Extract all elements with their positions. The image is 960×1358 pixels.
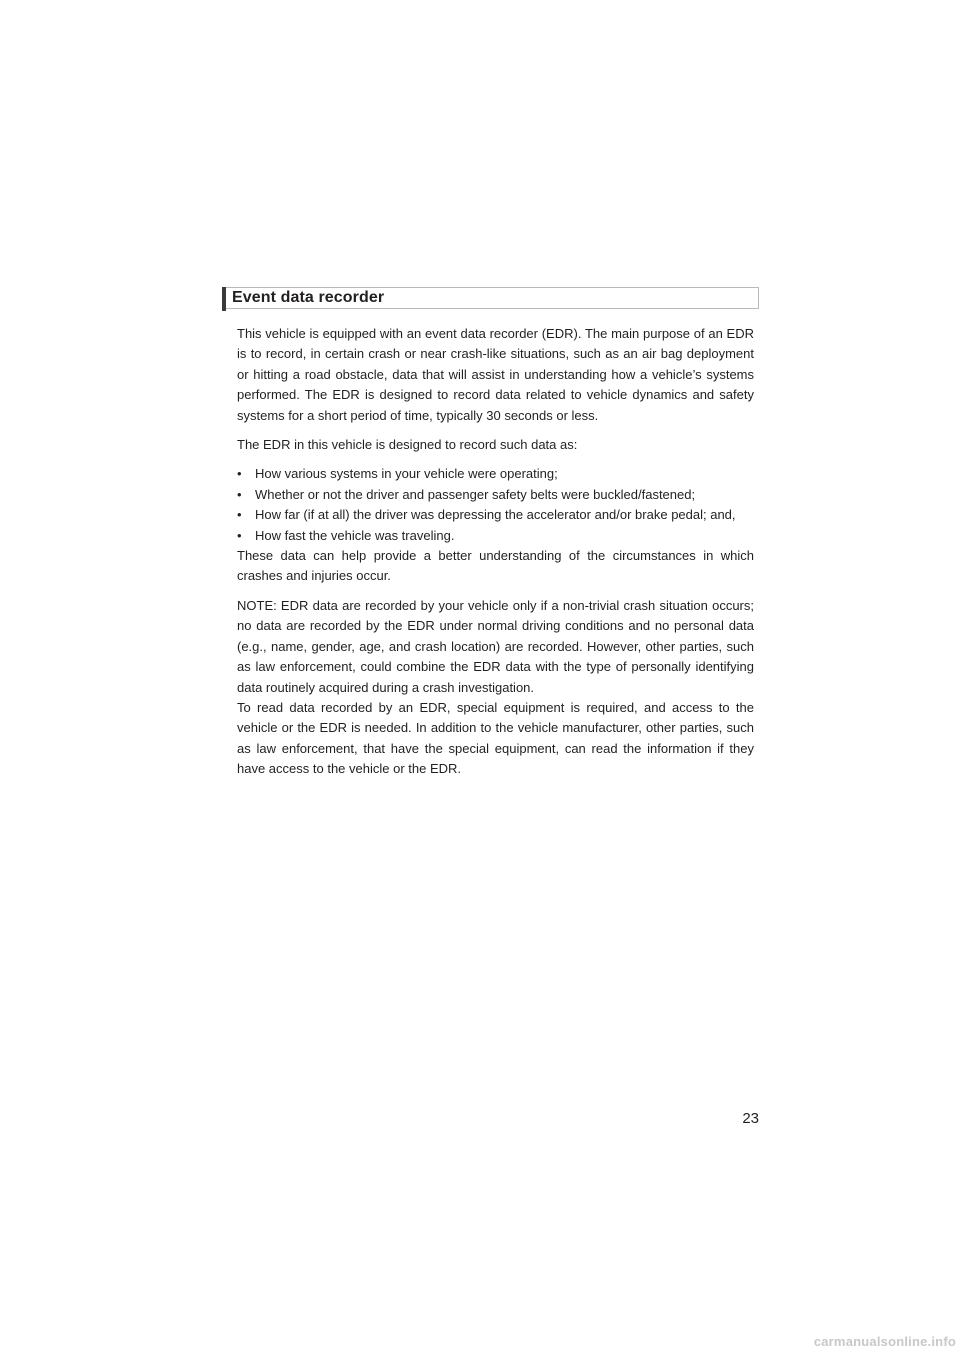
list-item-text: How various systems in your vehicle were operating;: [255, 466, 558, 482]
intro-paragraph: This vehicle is equipped with an event data recorder (EDR). The main purpose of an EDR is to record, in certain crash or near crash-like situations, such as an air bag deployment or hitting a road obstacle, data that will assist in understanding how a vehicle’s systems performed. The EDR is designed to record data related to vehicle dynamics and safety systems for a short period of time, typically 30 seconds or less.: [237, 326, 754, 423]
access-paragraph: To read data recorded by an EDR, special equipment is required, and access to the vehicle or the EDR is needed. In addition to the vehicle manufacturer, other parties, such as law enforcement, that have the special equipment, can read the information if they have access to the vehicle or the EDR.: [237, 699, 754, 777]
section-header: [222, 287, 759, 309]
note-paragraph: NOTE: EDR data are recorded by your vehicle only if a non-trivial crash situation occurs; no data are recorded by the EDR under normal driving conditions and no personal data (e.g., name, gender, age, and crash location) are recorded. However, other parties, such as law enforcement, could combine the EDR data with the type of personally identifying data routinely acquired during a crash investigation.: [237, 597, 754, 695]
list-item: [237, 526, 754, 546]
section-header-bar: [222, 287, 226, 311]
bullet-marker: •: [237, 486, 242, 502]
list-item: [237, 505, 754, 525]
list-item: [237, 485, 754, 505]
list-item-text: How fast the vehicle was traveling.: [255, 527, 455, 543]
list-item: [237, 464, 754, 484]
section-body: [237, 324, 754, 780]
bullet-marker: •: [237, 466, 242, 482]
list-item-text: How far (if at all) the driver was depressing the accelerator and/or brake pedal; and,: [255, 507, 736, 523]
bullet-marker: •: [237, 527, 242, 543]
list-item-text: Whether or not the driver and passenger safety belts were buckled/fastened;: [255, 486, 696, 502]
list-intro-paragraph: The EDR in this vehicle is designed to record such data as:: [237, 437, 578, 453]
section-title: Event data recorder: [232, 289, 385, 306]
bullet-marker: •: [237, 507, 242, 523]
watermark-link[interactable]: carmanualsonline.info: [813, 1334, 956, 1349]
page-number: 23: [742, 1110, 759, 1127]
recorded-data-list: [237, 464, 754, 546]
after-list-paragraph: These data can help provide a better understanding of the circumstances in which crashes and injuries occur.: [237, 548, 754, 584]
